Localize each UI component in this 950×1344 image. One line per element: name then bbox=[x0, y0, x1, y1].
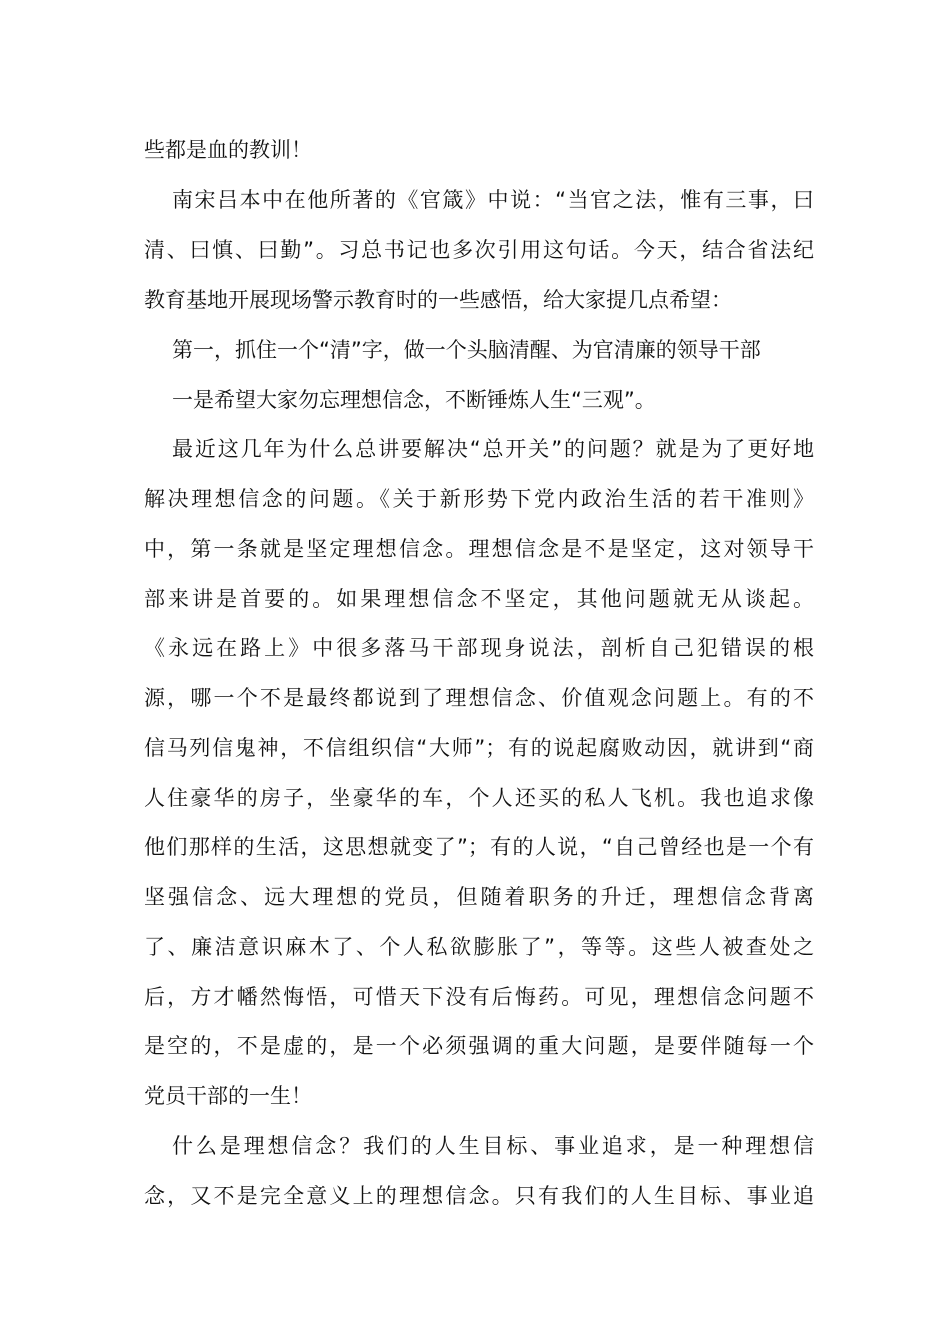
text-line: 是空的，不是虚的，是一个必须强调的重大问题，是要伴随每一个 bbox=[144, 1034, 814, 1058]
text-line: 第一，抓住一个“清”字，做一个头脑清醒、为官清廉的领导干部 bbox=[172, 338, 761, 362]
text-line: 坚强信念、远大理想的党员，但随着职务的升迁，理想信念背离 bbox=[144, 885, 814, 909]
text-line: 什么是理想信念？我们的人生目标、事业追求，是一种理想信 bbox=[172, 1134, 814, 1158]
text-line: 了、廉洁意识麻木了、个人私欲膨胀了”，等等。这些人被查处之 bbox=[144, 935, 814, 959]
text-line: 清、曰慎、曰勤”。习总书记也多次引用这句话。今天，结合省法纪 bbox=[144, 238, 814, 262]
text-line: 源，哪一个不是最终都说到了理想信念、价值观念问题上。有的不 bbox=[144, 686, 814, 710]
text-line: 念，又不是完全意义上的理想信念。只有我们的人生目标、事业追 bbox=[144, 1184, 814, 1208]
text-line: 人住豪华的房子，坐豪华的车，个人还买的私人飞机。我也追求像 bbox=[144, 786, 814, 810]
text-line: 党员干部的一生！ bbox=[144, 1084, 312, 1108]
text-line: 教育基地开展现场警示教育时的一些感悟，给大家提几点希望： bbox=[144, 288, 732, 312]
text-line: 《永远在路上》中很多落马干部现身说法，剖析自己犯错误的根 bbox=[144, 636, 814, 660]
text-line: 最近这几年为什么总讲要解决“总开关”的问题？就是为了更好地 bbox=[172, 437, 814, 461]
text-line: 信马列信鬼神，不信组织信“大师”；有的说起腐败动因，就讲到“商 bbox=[144, 736, 814, 760]
text-line: 南宋吕本中在他所著的《官箴》中说：“当官之法，惟有三事，曰 bbox=[172, 188, 814, 212]
text-line: 后，方才幡然悔悟，可惜天下没有后悔药。可见，理想信念问题不 bbox=[144, 985, 814, 1009]
text-line: 他们那样的生活，这思想就变了”；有的人说，“自己曾经也是一个有 bbox=[144, 835, 814, 859]
text-line: 一是希望大家勿忘理想信念，不断锤炼人生“三观”。 bbox=[172, 388, 656, 412]
text-line: 部来讲是首要的。如果理想信念不坚定，其他问题就无从谈起。 bbox=[144, 587, 814, 611]
text-line: 中，第一条就是坚定理想信念。理想信念是不是坚定，这对领导干 bbox=[144, 537, 814, 561]
text-line: 解决理想信念的问题。《关于新形势下党内政治生活的若干准则》 bbox=[144, 487, 814, 511]
text-line: 些都是血的教训！ bbox=[144, 138, 312, 162]
